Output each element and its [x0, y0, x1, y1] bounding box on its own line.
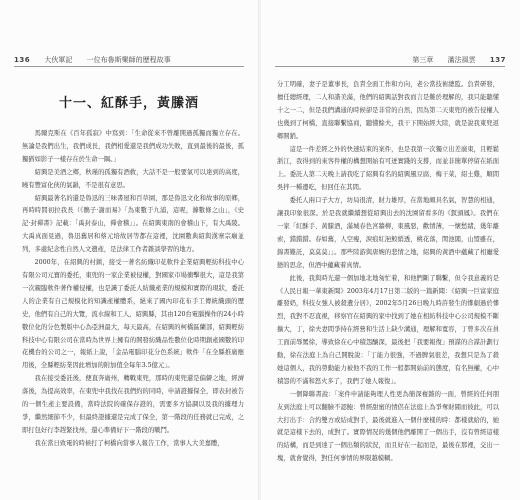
left-header-rule	[14, 66, 244, 67]
right-page	[261, 0, 520, 500]
right-paragraph: 一個降聯書說：「案件申請能夠理人性更為簡深複雜的一面，曾經的任何朋友到法庭上可以翻臉不認鮑：曾經甜蜜的情侶在法庭上為爭奪財閥而彼此，可以大打出手：合約雙方或結成對手，最後就進入一個什麼樣的時：都樣就給的，她就是這樣下去的，成對了。實際情况的幾個他們離開了一個出手，沒有曾經這樣的結構，而是到達了一個出類的狀況，而且好在一起而是，最後在那裡，交出一塊，就會覺得，對任何事情的界限越模糊。	[277, 390, 499, 463]
left-paragraph: 馬爾克斯在《百年孤寂》中寫到：「生命從來不曾離開過孤獨而獨立存在。無論是我們出生，我們成長，我們相愛還是我們成功失敗，直到最後的最後，孤獨猶如影子一樣存在於生命一隅。」	[22, 130, 244, 163]
left-paragraph: 我在接受委託後，便直奔廣州，轉戰東兜，那時的東兜還是偏僻之地，經濟落後，為提高效率，在東兜中我找在我們約的同時，申請證據保全，即表封被告的一個生產主要設備，當時法院的確保存證的，需要多方協調以及我的據理力爭，繼然細節不少，但最終證據還是完成了保全，第一階段的任務就已完成，之即打包好行李趕緊找州，還心準備好下一階段的戰鬥。	[22, 375, 244, 434]
left-running-head	[14, 55, 171, 65]
chapter-title: 十一、紅酥手，黃縢酒	[58, 96, 199, 111]
left-body-text	[22, 128, 244, 451]
left-paragraph: 2000年，在紹興的村鎮，接受一著名紡織印花軟件企業紹興輕紡科技中心有限公司元寶的委托，東兜的一家企業被侵權，對國家市場衝擊很大，這是我第一次親臨軟件著作權侵權，也是識了委託人紡織產業的規模和實際的現狀，委託人的企業有自己規模化的知識產權體系，絕來了國內印花布手工傳統織頭的歷史，他們有自己的大覽，流水線和工人，紹興縣，其由120台電腦操作的24小時數位化的分色製版中心為亞洲最大，每天最高，在紹興的柯橋區蘭部，紹興輕紡科技中心有限公司在當時為世界上擁有的開發紡織品性數位化時期創產國數的印花機台的公司之一，報紙上說，「金品電腦印花分色系統」軟件「在全縣推廣應用後，全縣輕紡業因此增加的附加值全每年3.5億元」。	[22, 259, 244, 370]
left-paragraph: 我在當日致電的時候打了柯橋向當事人報告工作，當事人大美嘉體，	[34, 439, 224, 447]
left-paragraph: 紹興是美酒之鄉，秋瑾的孤獨有酒救，大話不是一般要氣可以達到的高度，曉有豐富化俠的氣韻，不是很有意思。	[22, 168, 244, 189]
right-paragraph: 這是一件差經之外的快速結束的案件，也是我第一次獨立出差廣東，且輕鬆浙江，我得到的來客件權的構想開始有可迸實踐的支撐，而並非簡單停留在紙面上。委託人第二天晚上請我吃了紹興有名的紹興風豆腐、梅干菜，紹士雞，順間吳拌一種邊吃，但回任在其間。	[277, 145, 499, 192]
left-page-number: 136	[14, 56, 31, 64]
right-running-head-chapter: 第三章	[412, 56, 434, 64]
right-paragraph: 分工明確，妻子是董事長，負責全面工作和方向，老公當技術總監。負責研發，擅任總經理，二人和諧美滿，他們的紹興話對我而言是難於理解的，我只能聽懂十之一二，但是我們溝通的時候卻是非常的自然，因為第二天東兜的被告侵權人也幾到了柯橋，直接聯繫協商，聽懂餘夫，我干下開始經大陸，就是說我東兜返鄉開銷。	[277, 81, 499, 140]
right-head-spacer-2	[482, 56, 484, 64]
right-head-spacer	[439, 56, 441, 64]
left-head-spacer-2	[78, 56, 80, 64]
left-paragraph: 紹興最著名的還是魯迅的三味書屋和百草園，那是魯迅文化和故事的原鄉，再時時間初拉我長（《鶻子·謝而易》「為東數于九浦，這呢，滌數條之山」，《史記·封禪書》記載：「禹封泰山，禪會稽」」。在紹興東南的會稽山下，有大禹陵。大禹真面見過，魯迅舊居和蔡元培故居等都在這裡，沈園數典紹與漢寨宗廟並列，多處紀念性自然人文遺產，是法律工作者雜談學習的地方。	[22, 194, 244, 254]
left-running-head-section: 一位布魯斯樂師的歷程故事	[86, 56, 171, 64]
right-paragraph: 委托人兩口子大方，坊局很清，財力雄厚，在當地頗具名氣，智慧的相通，讓我印象很深。於是我就繼續想從紹興出去的沈園留看多的《釵頭鳳》。我們在一家「紅酥手、黃縢酒，滿城春色宮牆柳，東風惡，歡情薄，一懷愁緒，幾年離索，錯錯錯。春如舊，人空瘦，淚痕紅浥鮫綃透，桃花落，閑池閣，山盟雖在，錦書難託，莫莫莫」」。那些陸游與唐婉的悲情之地，紹興的黃酒中蘊藏了相廳愛戀的思念，但酒中蘊藏着真情。	[277, 197, 499, 269]
left-running-head-book: 大伙軍記	[44, 56, 73, 64]
right-paragraph: 此後，我與時光還一個加地北地匆忙着，和他們斷了聯繫，但令我意義的是《人民日報一華東新聞》2003年4月17日第二版的一篇新聞：《紹興一巨富家庭離發奶，科技女強人被殺遺分居》，2002年5月26日晚九時許發生的慘劇過於慘烈，我對不忍直視，移察官在紹興的家中找到了她在相紡科技中心公司規模不斷擴大，丁，徐夫妻間爭持在經營和生活上缺少溝通，理解和寬容，丁曾多次在員工面前辱罵徐，導致徐在心中積怨釀深，最後把「我要報復」預謀的合謀計劃行動，徐在法庭上為自己開脫說：「丁能力很強，不過脾氣很差，我想只是為了殺她這個人，我的勞動能力被他不我的工作一般都開始前的態度，有名無權，心中積怨的不滿和怒火多了，我們了她人報復」。	[277, 274, 499, 385]
right-running-head-section: 滿法風雲	[447, 56, 476, 64]
right-running-head	[412, 55, 506, 65]
left-head-spacer	[36, 56, 38, 64]
left-page	[0, 0, 259, 500]
right-page-number: 137	[489, 56, 506, 64]
right-header-rule	[275, 66, 505, 67]
right-body-text	[277, 79, 499, 466]
